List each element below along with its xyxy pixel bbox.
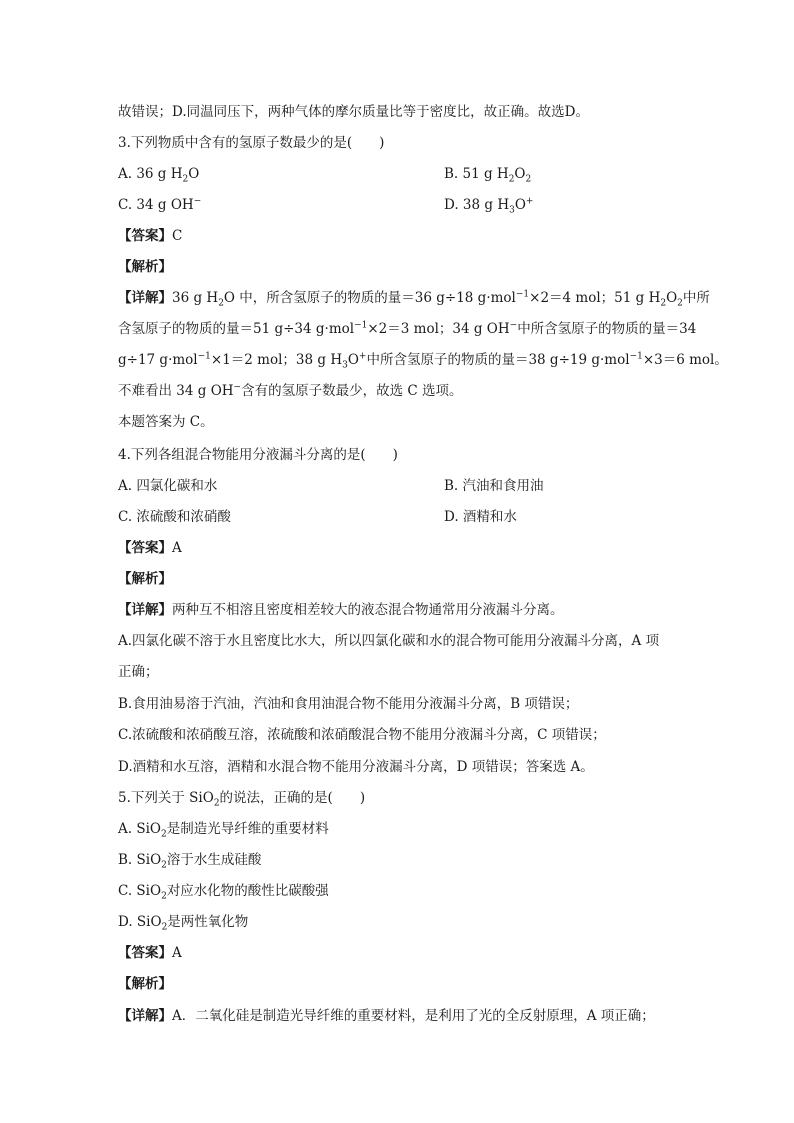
q3-detail-line-4: 不难看出 34 g OH−含有的氢原子数最少，故选 C 选项。 — [118, 382, 463, 399]
q3-answer: 【答案】C — [118, 228, 183, 244]
q3-detail-line-3: g÷17 g·mol$^{-1}$×1＝2 mol；38 g $H_3O^+$中所含氢原子的物质的量＝38 g÷19 g·mol$^{-1}$×3＝6 mol。 — [118, 351, 728, 371]
q4-analysis-heading: 【解析】 — [118, 571, 172, 587]
q5-option-d: D. SiO$_2$是两性氧化物 — [118, 914, 249, 933]
q5-analysis-heading: 【解析】 — [118, 976, 172, 992]
q3-option-a: A. 36 g $H_2O$ — [118, 166, 200, 185]
q5-option-a: A. SiO$_2$是制造光导纤维的重要材料 — [118, 821, 329, 840]
q4-option-c: C. 浓硫酸和浓硝酸 — [118, 509, 231, 525]
q4-option-d: D. 酒精和水 — [444, 509, 517, 525]
q3-option-b: B. 51 g $H_2O_2$ — [444, 166, 532, 185]
q3-conclusion: 本题答案为 C。 — [118, 414, 214, 430]
q4-detail-line-6: D.酒精和水互溶，酒精和水混合物不能用分液漏斗分离，D 项错误；答案选 A。 — [118, 759, 594, 775]
q4-detail-line-5: C.浓硫酸和浓硝酸互溶，浓硫酸和浓硝酸混合物不能用分液漏斗分离，C 项错误； — [118, 727, 606, 743]
q4-option-a: A. 四氯化碳和水 — [118, 478, 218, 494]
question-3-stem: 3.下列物质中含有的氢原子数最少的是( ) — [118, 135, 385, 151]
q4-detail-line-4: B.食用油易溶于汽油，汽油和食用油混合物不能用分液漏斗分离，B 项错误； — [118, 696, 579, 712]
q3-option-c: C. 34 g OH− — [118, 196, 202, 213]
q5-detail-line-1: 【详解】A．二氧化硅是制造光导纤维的重要材料，是利用了光的全反射原理，A 项正确； — [118, 1008, 655, 1024]
q4-answer: 【答案】A — [118, 540, 182, 556]
q3-analysis-heading: 【解析】 — [118, 259, 172, 275]
q4-option-b: B. 汽油和食用油 — [444, 478, 544, 494]
q4-detail-line-2: A.四氯化碳不溶于水且密度比水大，所以四氯化碳和水的混合物可能用分液漏斗分离，A 项 — [118, 633, 660, 649]
q4-detail-line-1: 【详解】两种互不相溶且密度相差较大的液态混合物通常用分液漏斗分离。 — [118, 602, 564, 618]
question-5-stem: 5.下列关于 SiO$_2$的说法，正确的是( ) — [118, 790, 366, 809]
text-line: 故错误；D.同温同压下，两种气体的摩尔质量比等于密度比，故正确。故选D。 — [118, 104, 589, 120]
q4-detail-line-3: 正确； — [118, 664, 159, 680]
q5-answer: 【答案】A — [118, 945, 182, 961]
question-4-stem: 4.下列各组混合物能用分液漏斗分离的是( ) — [118, 447, 398, 463]
q5-option-b: B. SiO$_2$溶于水生成硅酸 — [118, 852, 262, 871]
q5-option-c: C. SiO$_2$对应水化物的酸性比碳酸强 — [118, 883, 329, 902]
q3-option-d: D. 38 g $H_3O^+$ — [444, 196, 534, 216]
q3-detail-line-2: 含氢原子的物质的量＝51 g÷34 g·mol$^{-1}$×2＝3 mol；34 g OH−中所含氢原子的物质的量＝34 — [118, 320, 697, 337]
q3-detail-line-1: 【详解】36 g $H_2O$ 中，所含氢原子的物质的量＝36 g÷18 g·mol$^{-1}$×2＝4 mol；51 g $H_2O_2$中所 — [118, 289, 710, 309]
